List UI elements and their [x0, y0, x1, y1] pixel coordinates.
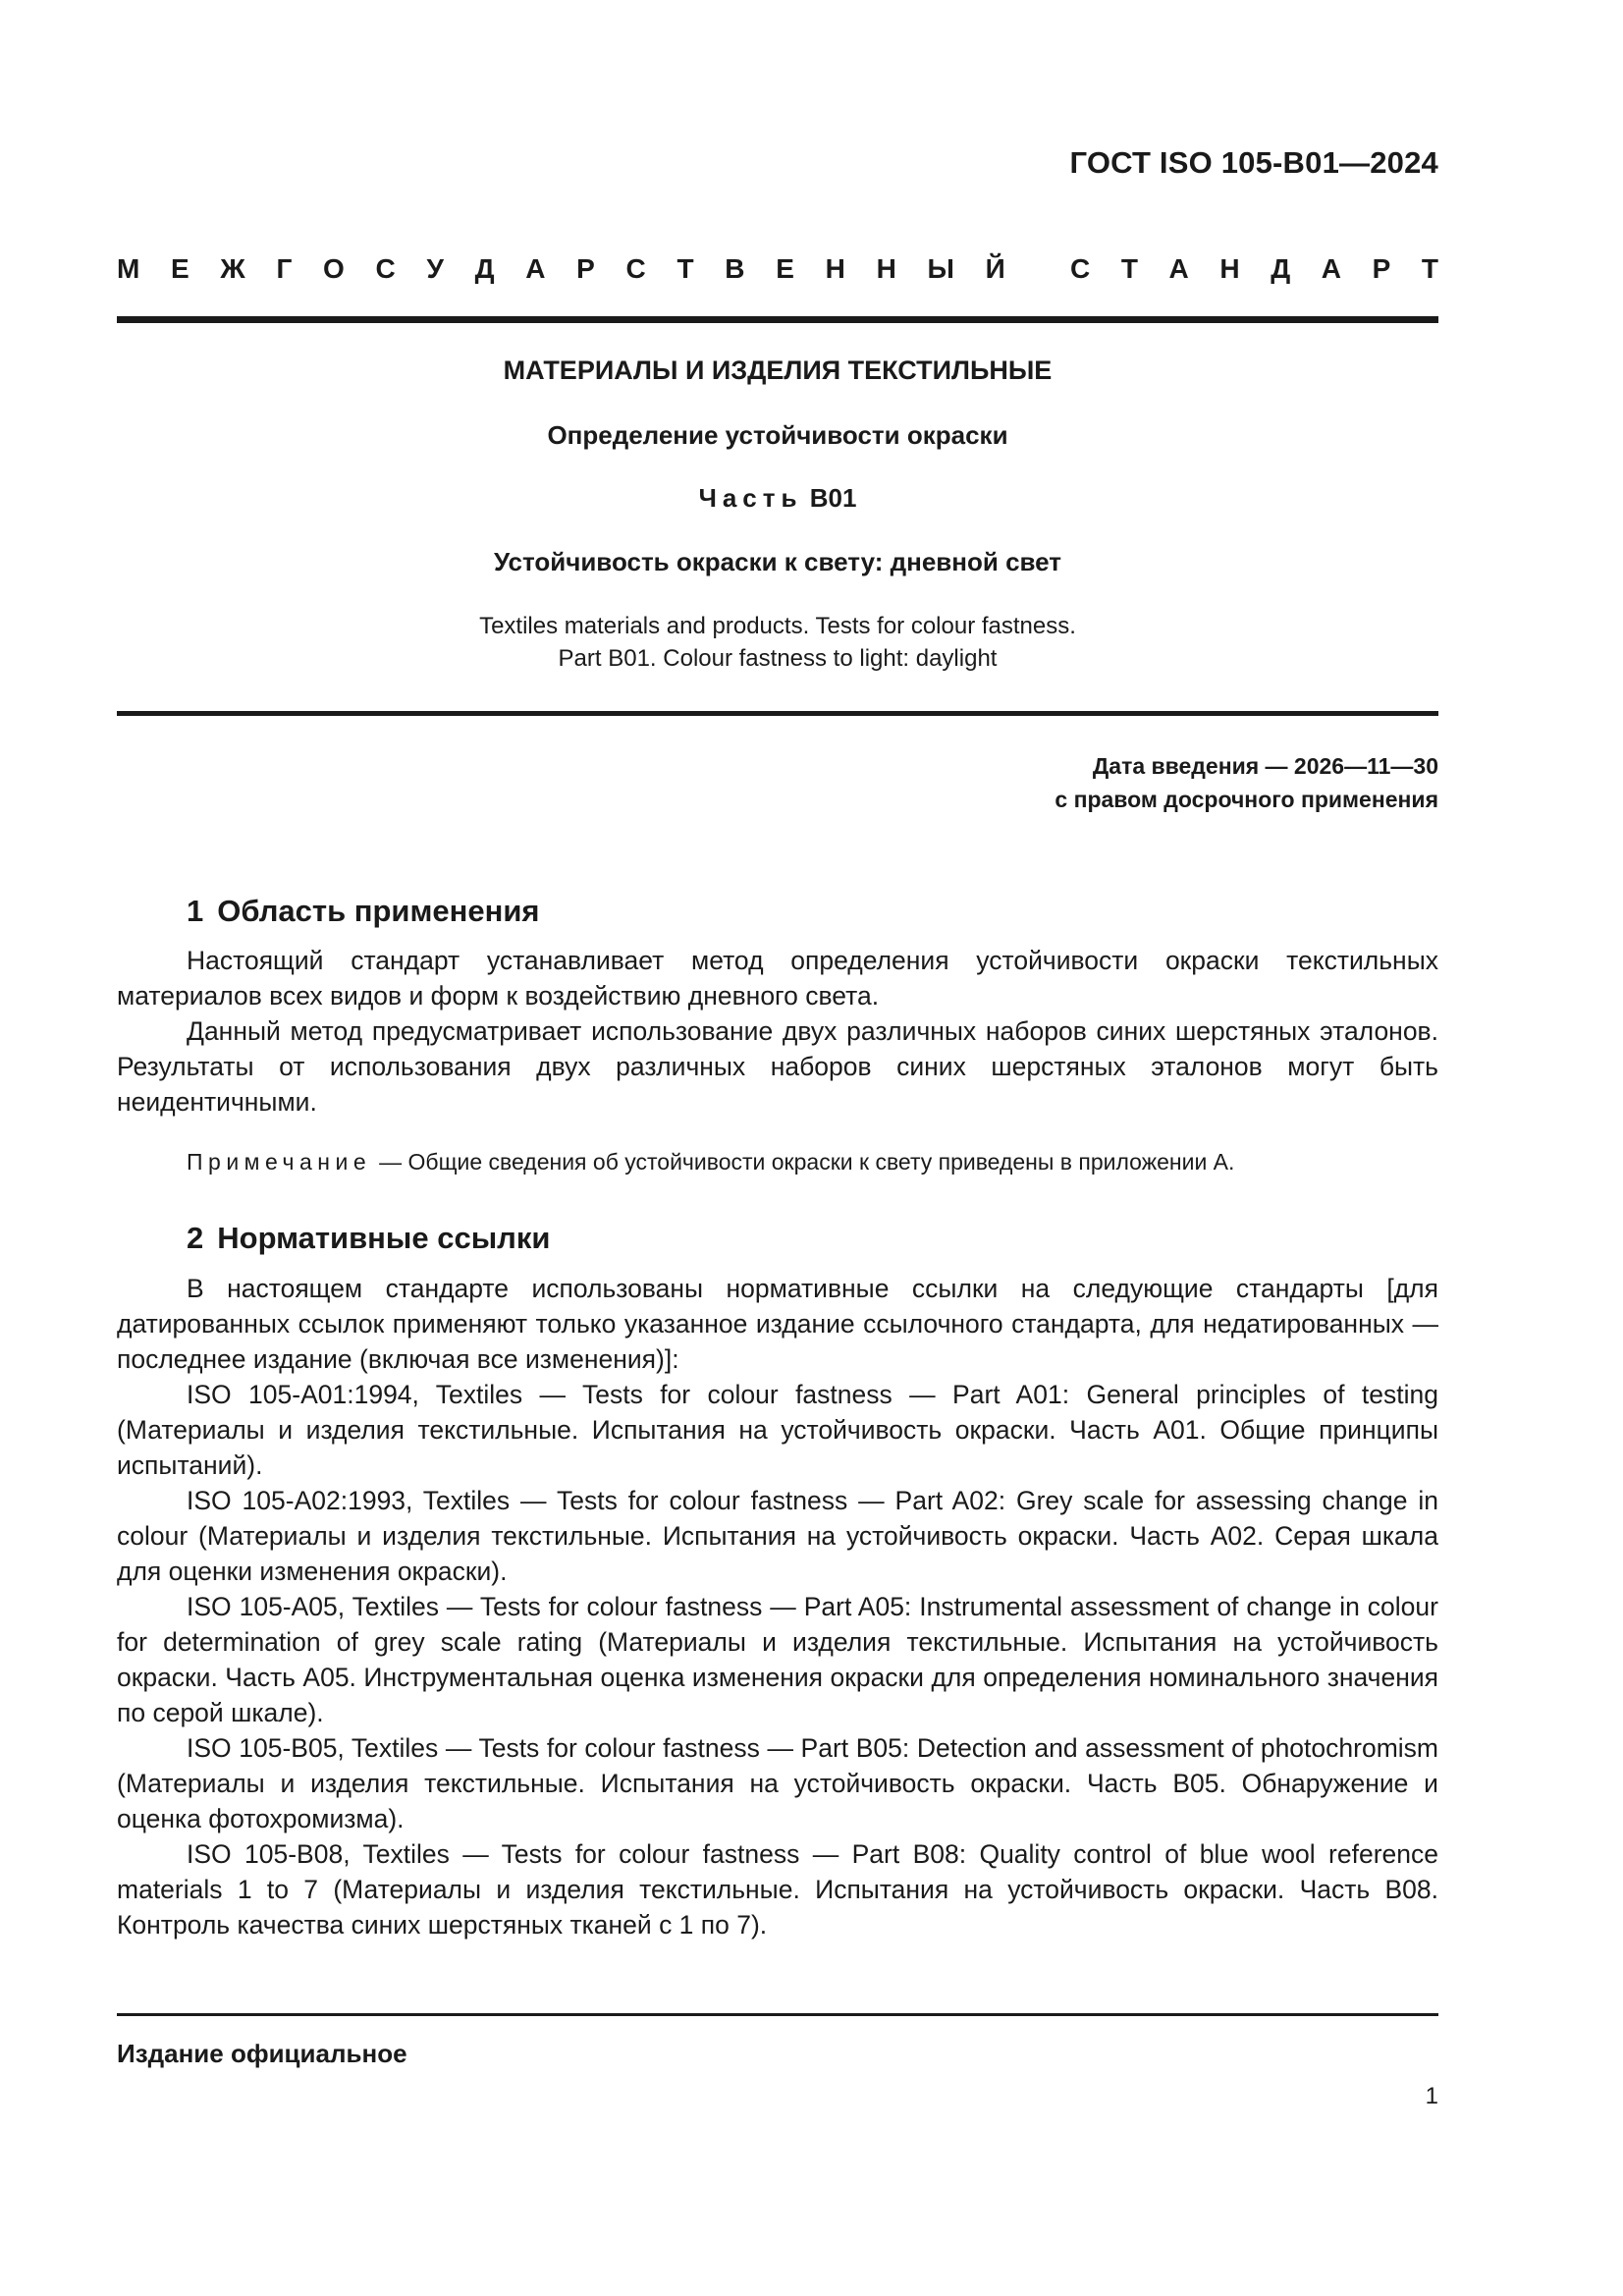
- reference-item: ISO 105-A05, Textiles — Tests for colour fastness — Part A05: Instrumental assessment of change in colour for determination of grey scale rating (Материалы и изделия текстильные. Испытания на устойчивость окраски. Часть А05. Инструментальная оценка изменения окраски для определения номинального значения по серой шкале).: [117, 1592, 1438, 1727]
- section-title: Область применения: [217, 894, 540, 928]
- part-heading: [117, 483, 1438, 514]
- section-number: 2: [187, 1221, 204, 1255]
- part-word: Часть: [698, 483, 803, 513]
- note-text: — Общие сведения об устойчивости окраски к свету приведены в приложении А.: [379, 1149, 1235, 1175]
- section-number: 1: [187, 894, 204, 928]
- banner-word-standard: [1070, 253, 1438, 285]
- part-title: Устойчивость окраски к свету: дневной свет: [493, 547, 1062, 576]
- banner-letter: С: [1070, 253, 1091, 284]
- references-intro: В настоящем стандарте использованы нормативные ссылки на следующие стандарты [для датированных ссылок применяют только указанное издание ссылочного стандарта, для недатированных — последнее издание (включая все изменения)]:: [117, 1274, 1438, 1374]
- section-heading-references: [187, 1221, 550, 1256]
- reference-item: ISO 105-B08, Textiles — Tests for colour fastness — Part B08: Quality control of blue wool reference materials 1 to 7 (Материалы и изделия текстильные. Испытания на устойчивость окраски. Часть В08. Контроль качества синих шерстяных тканей с 1 по 7).: [117, 1839, 1438, 1940]
- banner-letter: Ж: [220, 253, 245, 284]
- banner-letter: А: [1321, 253, 1341, 284]
- banner-word-interstate: [117, 253, 1005, 285]
- part-code: B01: [809, 483, 857, 513]
- banner-letter: Т: [1421, 253, 1438, 284]
- title-divider: [117, 711, 1438, 716]
- official-edition-label: Издание официальное: [117, 2039, 407, 2068]
- banner-letter: Е: [171, 253, 189, 284]
- banner-letter: М: [117, 253, 140, 284]
- introduction-date: Дата введения — 2026—11—30: [1092, 753, 1438, 779]
- banner-letter: Ы: [927, 253, 954, 284]
- interstate-standard-banner: [117, 253, 1438, 285]
- english-title: [117, 610, 1438, 675]
- english-title-line: Part B01. Colour fastness to light: daylight: [558, 645, 998, 672]
- banner-letter: Р: [1372, 253, 1391, 284]
- page-number: 1: [1425, 2083, 1438, 2109]
- header-divider: [117, 316, 1438, 323]
- banner-letter: С: [375, 253, 396, 284]
- document-subtitle: Определение устойчивости окраски: [547, 420, 1008, 450]
- standard-number: ГОСТ ISO 105-B01—2024: [1069, 145, 1438, 180]
- banner-letter: О: [323, 253, 345, 284]
- banner-letter: Т: [1120, 253, 1138, 284]
- banner-letter: У: [426, 253, 444, 284]
- english-title-line: Textiles materials and products. Tests for colour fastness.: [479, 613, 1076, 639]
- banner-letter: Й: [985, 253, 1005, 284]
- banner-letter: Н: [876, 253, 896, 284]
- scope-note: [187, 1146, 1438, 1177]
- section-heading-scope: [187, 894, 540, 929]
- note-label: Примечание: [187, 1149, 372, 1175]
- reference-item: ISO 105-A02:1993, Textiles — Tests for colour fastness — Part A02: Grey scale for assessing change in colour (Материалы и изделия текстильные. Испытания на устойчивость окраски. Часть А02. Серая шкала для оценки изменения окраски).: [117, 1486, 1438, 1586]
- banner-letter: А: [525, 253, 546, 284]
- banner-letter: Г: [276, 253, 293, 284]
- reference-item: ISO 105-A01:1994, Textiles — Tests for colour fastness — Part A01: General principles of testing (Материалы и изделия текстильные. Испытания на устойчивость окраски. Часть А01. Общие принципы испытаний).: [117, 1380, 1438, 1480]
- banner-letter: А: [1168, 253, 1189, 284]
- footer-divider: [117, 2013, 1438, 2016]
- banner-letter: Н: [825, 253, 845, 284]
- banner-letter: С: [625, 253, 646, 284]
- banner-letter: Д: [474, 253, 495, 284]
- section-title: Нормативные ссылки: [217, 1221, 551, 1255]
- introduction-date-block: [1055, 749, 1438, 816]
- banner-letter: Д: [1271, 253, 1291, 284]
- scope-paragraph: Данный метод предусматривает использование двух различных наборов синих шерстяных эталонов. Результаты от использования двух различных наборов синих шерстяных эталонов могут быть неидентичными.: [117, 1016, 1438, 1117]
- scope-paragraph: Настоящий стандарт устанавливает метод определения устойчивости окраски текстильных материалов всех видов и форм к воздействию дневного света.: [117, 946, 1438, 1011]
- reference-item: ISO 105-B05, Textiles — Tests for colour fastness — Part B05: Detection and assessment of photochromism (Материалы и изделия текстильные. Испытания на устойчивость окраски. Часть В05. Обнаружение и оценка фотохромизма).: [117, 1733, 1438, 1833]
- banner-letter: Е: [776, 253, 794, 284]
- banner-letter: Р: [576, 253, 595, 284]
- document-title: МАТЕРИАЛЫ И ИЗДЕЛИЯ ТЕКСТИЛЬНЫЕ: [503, 355, 1053, 385]
- banner-letter: Н: [1219, 253, 1240, 284]
- banner-letter: Т: [676, 253, 694, 284]
- early-application-note: с правом досрочного применения: [1055, 787, 1438, 812]
- banner-letter: В: [725, 253, 745, 284]
